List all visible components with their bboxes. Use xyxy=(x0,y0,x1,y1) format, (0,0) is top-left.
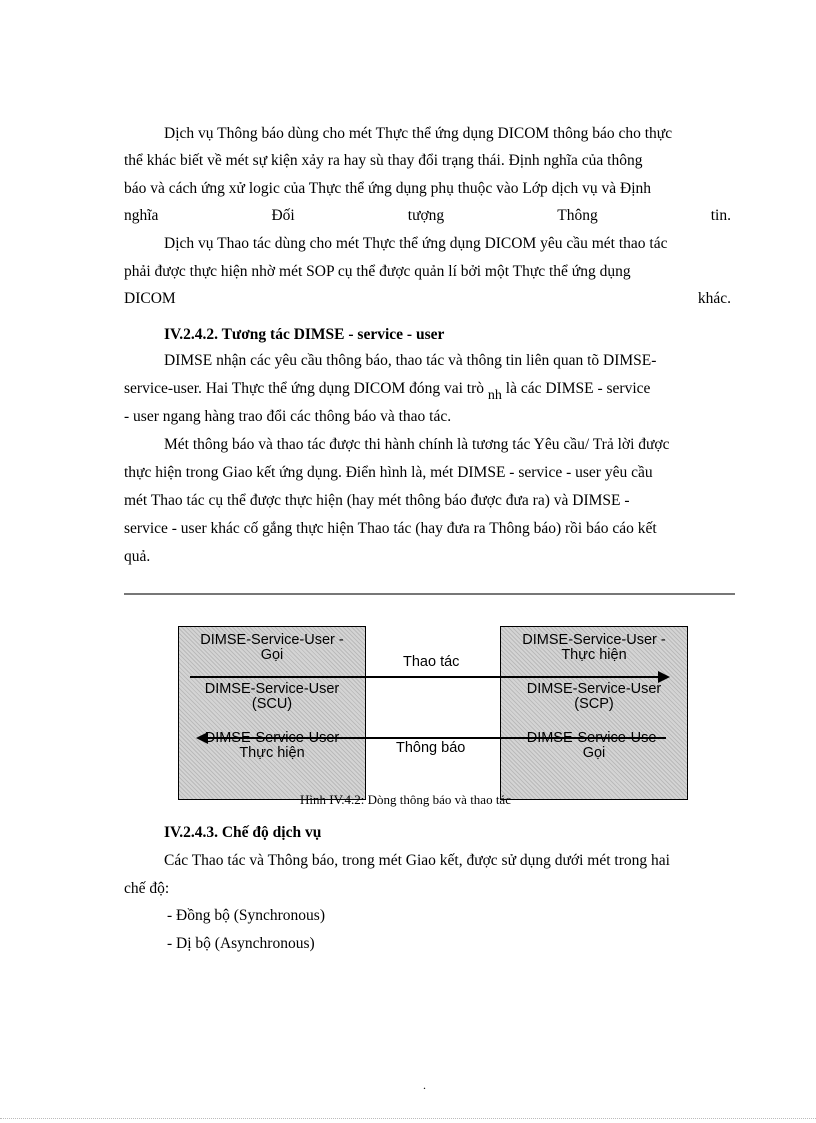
right-service-user-box xyxy=(500,626,688,800)
right-box-top-line-2: Thực hiện xyxy=(561,647,627,663)
word: tin. xyxy=(710,207,731,224)
figure-caption: Hình IV.4.2: Dòng thông báo và thao tác xyxy=(300,792,511,807)
paragraph-5-line-1: Các Thao tác và Thông báo, trong mét Giao kết, được sử dụng dưới mét trong hai xyxy=(164,852,670,869)
left-box-top-line-1: DIMSE-Service-User - xyxy=(200,632,344,648)
request-arrow-label: Thao tác xyxy=(403,654,460,670)
word: DICOM xyxy=(124,290,176,307)
paragraph-5-line-2: chế độ: xyxy=(124,880,170,897)
paragraph-4-line-4: service - user khác cố gắng thực hiện Thao tác (hay đưa ra Thông báo) rồi báo cáo kết xyxy=(124,520,657,537)
left-box-top-text xyxy=(179,633,365,663)
left-box-mid-text xyxy=(179,682,365,712)
page-bottom-border xyxy=(0,1118,816,1119)
notification-arrow-line xyxy=(206,737,666,739)
right-box-bottom-line-1: DIMSE-Service-Use- xyxy=(526,730,662,746)
paragraph-3-line-1: DIMSE nhận các yêu cầu thông báo, thao tác và thông tin liên quan tõ DIMSE- xyxy=(164,352,657,369)
request-arrow-line xyxy=(190,676,660,678)
page-footer-mark: . xyxy=(423,1078,426,1092)
left-service-user-box xyxy=(178,626,366,800)
paragraph-1-line-3: báo và cách ứng xử logic của Thực thể ứng dụng phụ thuộc vào Lớp dịch vụ và Định xyxy=(124,180,652,197)
horizontal-rule xyxy=(124,593,735,595)
paragraph-1-line-2: thể khác biết về mét sự kiện xảy ra hay sù thay đổi trạng thái. Định nghĩa của thông xyxy=(124,152,643,169)
paragraph-2-line-3 xyxy=(124,285,731,313)
right-box-top-line-1: DIMSE-Service-User - xyxy=(522,632,666,648)
list-item-synchronous: - Đồng bộ (Synchronous) xyxy=(167,907,325,924)
notification-arrow-head-icon xyxy=(196,732,208,744)
paragraph-2-line-1: Dịch vụ Thao tác dùng cho mét Thực thể ứng dụng DICOM yêu cầu mét thao tác xyxy=(164,235,668,252)
paragraph-4-line-5: quả. xyxy=(124,548,151,565)
request-arrow-head-icon xyxy=(658,671,670,683)
right-box-mid-text xyxy=(501,682,687,712)
word: khác. xyxy=(697,290,731,307)
right-box-bottom-line-2: Gọi xyxy=(582,745,606,761)
right-box-mid-line-2: (SCP) xyxy=(574,696,614,712)
left-box-mid-line-2: (SCU) xyxy=(251,696,293,712)
section-heading-4-2-4-2: IV.2.4.2. Tương tác DIMSE - service - user xyxy=(164,326,445,343)
notification-arrow-label: Thông báo xyxy=(396,740,466,756)
word: Thông xyxy=(557,207,598,224)
paragraph-3-line-3: - user ngang hàng trao đổi các thông báo và thao tác. xyxy=(124,408,452,425)
right-box-bottom-text xyxy=(501,731,687,761)
left-box-top-line-2: Gọi xyxy=(260,647,284,663)
right-box-mid-line-1: DIMSE-Service-User xyxy=(526,681,662,697)
paragraph-4-line-3: mét Thao tác cụ thể được thực hiện (hay mét thông báo được đưa ra) và DIMSE - xyxy=(124,492,630,509)
left-box-bottom-line-1: DIMSE-Service-User xyxy=(204,730,340,746)
paragraph-1-line-4 xyxy=(124,202,731,230)
paragraph-2-line-2: phải được thực hiện nhờ mét SOP cụ thể được quản lí bởi một Thực thể ứng dụng xyxy=(124,263,631,280)
paragraph-3-line-2 xyxy=(124,375,731,404)
section-heading-4-2-4-3: IV.2.4.3. Chế độ dịch vụ xyxy=(164,824,322,841)
paragraph-4-line-1: Mét thông báo và thao tác được thi hành chính là tương tác Yêu cầu/ Trả lời được xyxy=(164,436,670,453)
left-box-mid-line-1: DIMSE-Service-User xyxy=(204,681,340,697)
paragraph-4-line-2: thực hiện trong Giao kết ứng dụng. Điển hình là, mét DIMSE - service - user yêu cầu xyxy=(124,464,653,481)
right-box-top-text xyxy=(501,633,687,663)
word: Đối xyxy=(271,207,295,224)
word: tượng xyxy=(407,207,445,224)
list-item-asynchronous: - Dị bộ (Asynchronous) xyxy=(167,935,315,952)
word: nghĩa xyxy=(124,207,159,224)
subscript-fragment: nh xyxy=(487,388,502,403)
text-fragment: service-user. Hai Thực thể ứng dụng DICOM đóng vai trò xyxy=(124,380,485,397)
left-box-bottom-line-2: Thực hiện xyxy=(239,745,305,761)
text-fragment: là các DIMSE - service xyxy=(505,380,651,397)
paragraph-1-line-1: Dịch vụ Thông báo dùng cho mét Thực thể ứng dụng DICOM thông báo cho thực xyxy=(164,125,673,142)
